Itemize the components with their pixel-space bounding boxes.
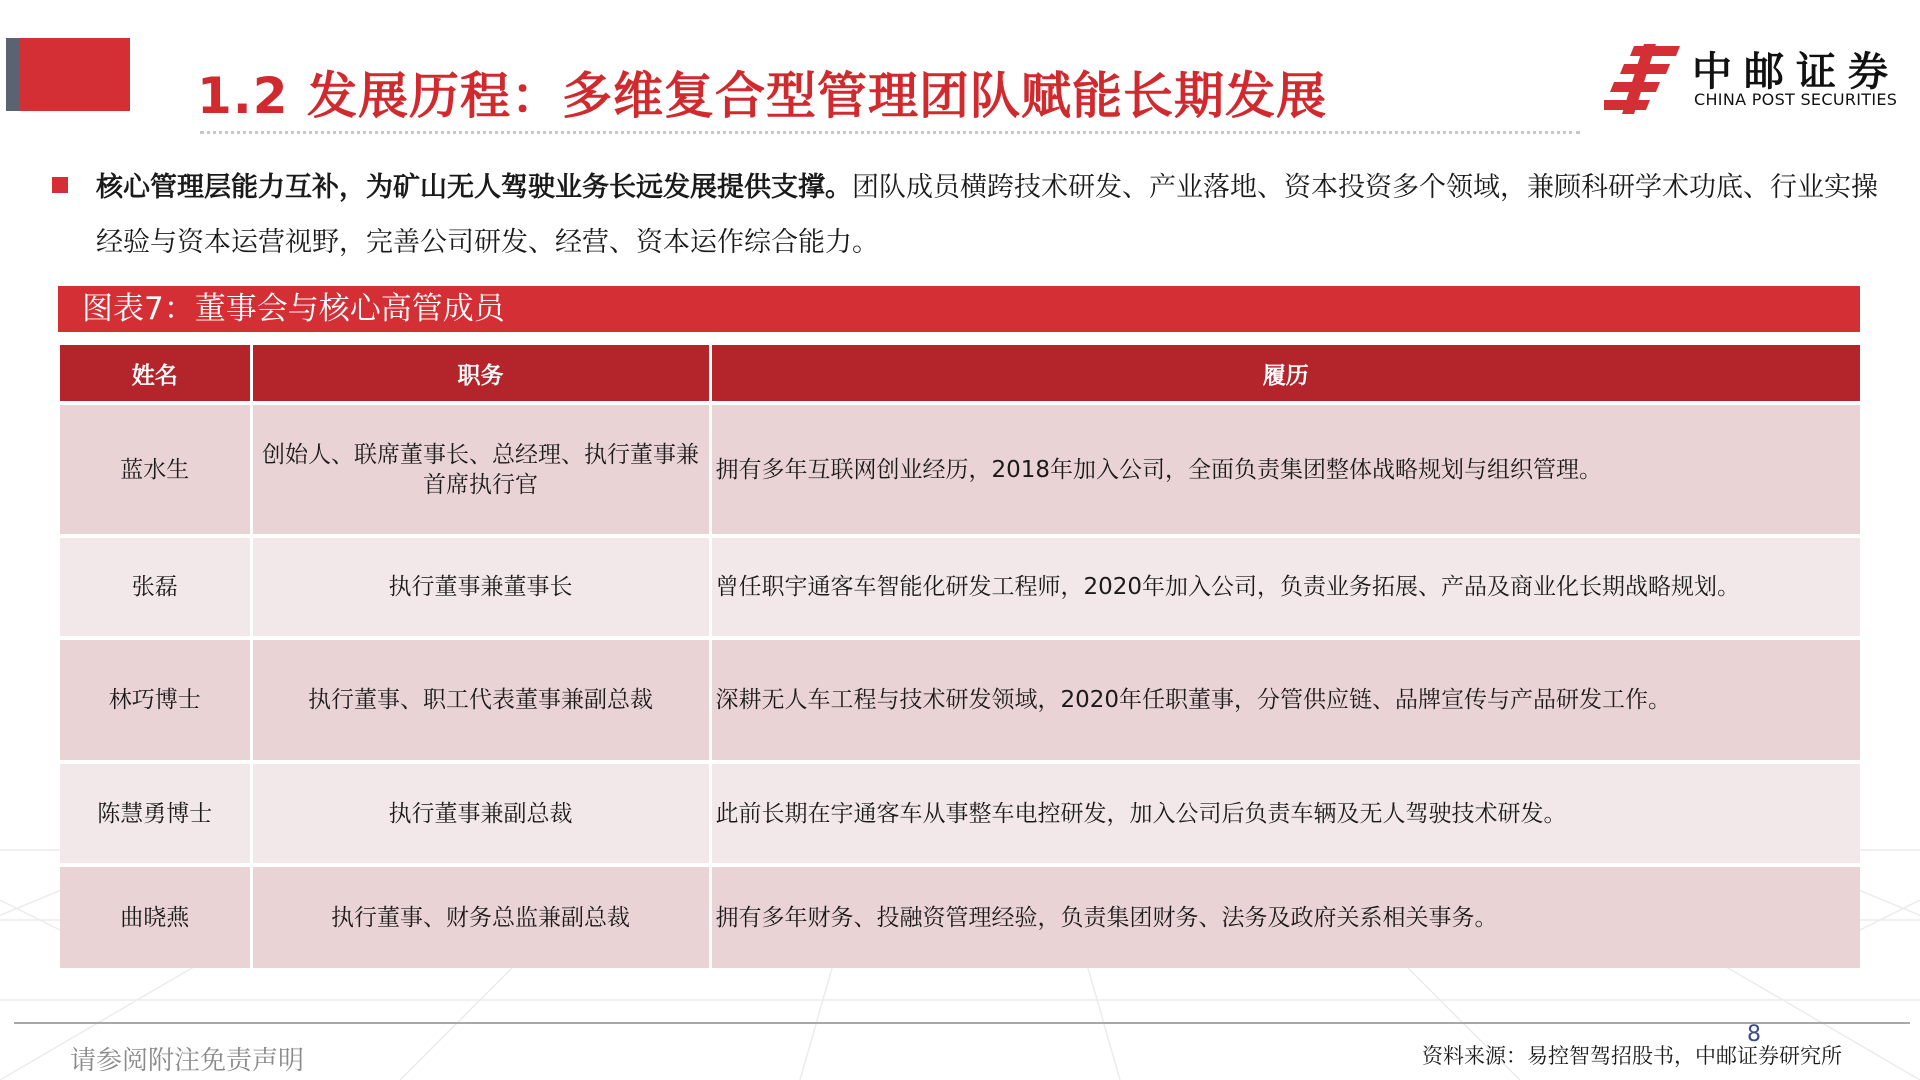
management-table [60, 345, 1860, 968]
intro-body: 团队成员横跨技术研发、产业落地、资本投资多个领域，兼顾科研学术功底、行业实操经验与资本运营视野，完善公司研发、经营、资本运作综合能力。 [96, 172, 1878, 258]
footer-divider [14, 1022, 1910, 1024]
cell-role: 执行董事兼副总裁 [251, 762, 710, 865]
logo-name-en: CHINA POST SECURITIES [1694, 90, 1898, 109]
cell-bio: 深耕无人车工程与技术研发领域，2020年任职董事，分管供应链、品牌宣传与产品研发工作。 [710, 638, 1860, 762]
header-role: 职务 [251, 345, 710, 403]
cell-name: 林巧博士 [60, 638, 251, 762]
logo-name-cn: 中邮证券 [1692, 49, 1900, 95]
cell-role: 执行董事兼董事长 [251, 536, 710, 638]
title-divider [200, 131, 1580, 134]
table-row [60, 865, 1860, 968]
cell-bio: 曾任职宇通客车智能化研发工程师，2020年加入公司，负责业务拓展、产品及商业化长期战略规划。 [710, 536, 1860, 638]
table-row [60, 403, 1860, 536]
figure-title: 图表7：董事会与核心高管成员 [82, 291, 505, 327]
cell-name: 蓝水生 [60, 403, 251, 536]
header-bio: 履历 [710, 345, 1860, 403]
table-row [60, 536, 1860, 638]
cell-name: 张磊 [60, 536, 251, 638]
china-post-logo-icon [1604, 44, 1680, 114]
company-logo [1604, 40, 1904, 120]
header-name: 姓名 [60, 345, 251, 403]
table-row [60, 638, 1860, 762]
square-bullet-icon [52, 177, 68, 193]
disclaimer-text: 请参阅附注免责声明 [70, 1046, 305, 1076]
cell-bio: 拥有多年财务、投融资管理经验，负责集团财务、法务及政府关系相关事务。 [710, 865, 1860, 968]
table-row [60, 762, 1860, 865]
cell-role: 执行董事、财务总监兼副总裁 [251, 865, 710, 968]
page-title: 1.2 发展历程：多维复合型管理团队赋能长期发展 [197, 67, 1327, 125]
cell-role: 执行董事、职工代表董事兼副总裁 [251, 638, 710, 762]
corner-accent-block [6, 38, 130, 111]
source-note: 资料来源：易控智驾招股书，中邮证券研究所 [1422, 1044, 1842, 1068]
cell-name: 曲晓燕 [60, 865, 251, 968]
cell-bio: 此前长期在宇通客车从事整车电控研发，加入公司后负责车辆及无人驾驶技术研发。 [710, 762, 1860, 865]
page-number: 8 [1747, 1022, 1761, 1047]
cell-bio: 拥有多年互联网创业经历，2018年加入公司，全面负责集团整体战略规划与组织管理。 [710, 403, 1860, 536]
cell-name: 陈慧勇博士 [60, 762, 251, 865]
intro-highlight: 核心管理层能力互补，为矿山无人驾驶业务长远发展提供支撑。 [96, 172, 852, 203]
table-header-row [60, 345, 1860, 403]
intro-paragraph [96, 160, 1886, 270]
cell-role: 创始人、联席董事长、总经理、执行董事兼首席执行官 [251, 403, 710, 536]
